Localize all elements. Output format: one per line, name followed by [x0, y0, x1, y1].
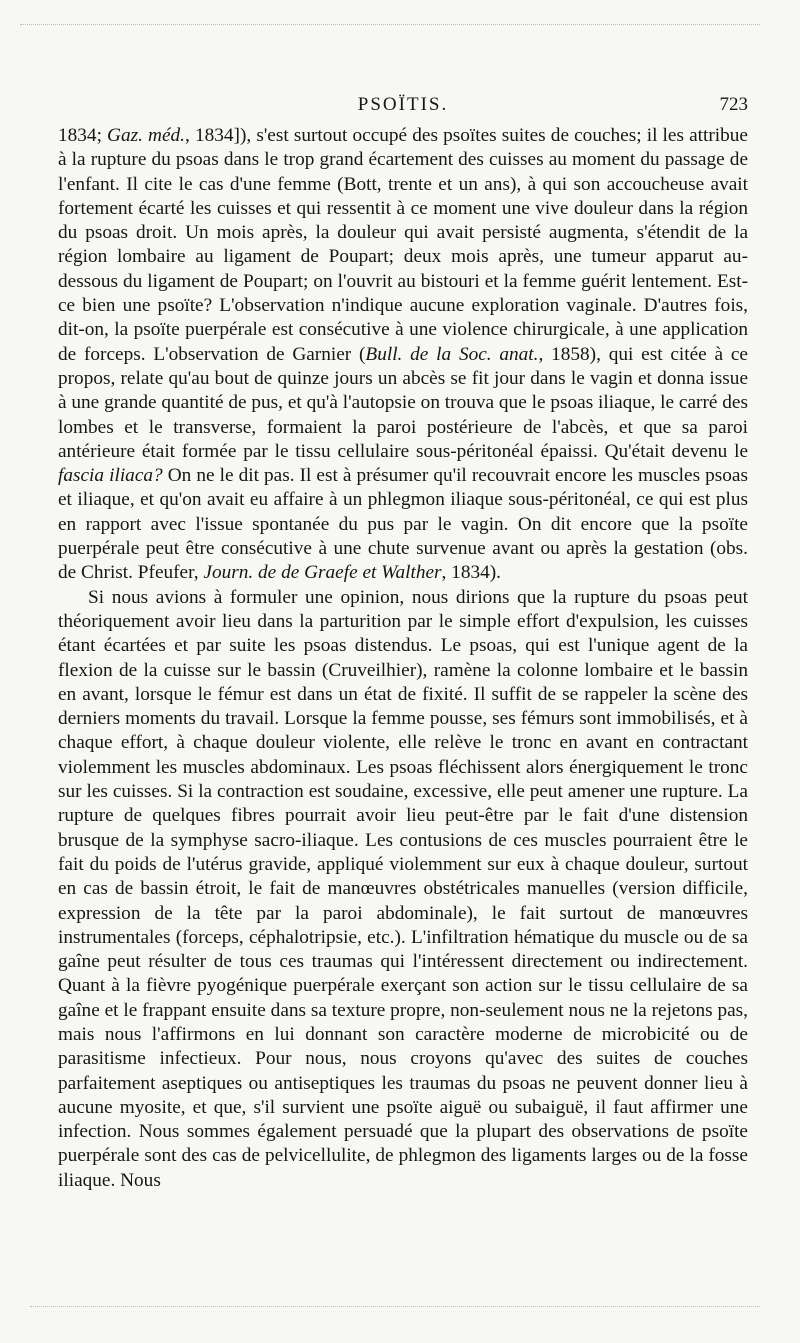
- citation-italic: Gaz. méd.: [107, 125, 186, 146]
- text-run: 1834;: [58, 125, 108, 146]
- paragraph-1: [58, 124, 748, 586]
- page-number: 723: [719, 94, 748, 115]
- text-run: , 1834).: [441, 562, 501, 584]
- text-run: , 1858), qui est citée à ce propos, relate qu'au bout de quinze jours un abcès se fit jour dans le vagin et donna issue à une grande quantité de pus, et qu'à l'autopsie on trouva que le psoas iliaque, le carré des lombes et le transverse, formaient la paroi postérieure de l'abcès, et que sa paroi antérieure était formée par le tissu cellulaire sous-péritonéal épaissi. Qu'était devenu le: [58, 343, 748, 462]
- text-run: On ne le dit pas. Il est à présumer qu'il recouvrait encore les muscles psoas et iliaque, et qu'on avait eu affaire à un phlegmon iliaque sous-péritonéal, ce qui est plus en rapport avec l'issue spontanée du pus par le vagin. On dit encore que la psoïte puerpérale peut être consécutive à une chute survenue avant ou après la gestation (obs. de Christ. Pfeufer,: [58, 465, 748, 584]
- page-header: [58, 94, 748, 124]
- text-run: , 1834]), s'est surtout occupé des psoïtes suites de couches; il les attribue à la rupture du psoas dans le trop grand écartement des cuisses au moment du passage de l'enfant. Il cite le cas d'une femme (Bott, trente et un ans), à qui son accoucheuse avait fortement écarté les cuisses et qui ressentit à ce moment une vive douleur dans la région du psoas droit. Un mois après, la douleur qui avait persisté augmenta, s'étendit de la région lombaire au ligament de Poupart; deux mois après, une tumeur apparut au-dessous du ligament de Poupart; on l'ouvrit au bistouri et la femme guérit lentement. Est-ce bien une psoïte? L'observation n'indique aucune exploration vaginale. D'autres fois, dit-on, la psoïte puerpérale est consécutive à une violence chirurgicale, à une application de forceps. L'observation de Garnier (: [58, 125, 748, 365]
- paragraph-2: Si nous avions à formuler une opinion, nous dirions que la rupture du psoas peut théoriquement avoir lieu dans la parturition par le simple effort d'expulsion, les cuisses étant écartées et par suite les psoas distendus. Le psoas, qui est l'unique agent de la flexion de la cuisse sur le bassin (Cruveilhier), ramène la colonne lombaire et le bassin en avant, lorsque le fémur est dans un état de fixité. Il suffit de se rappeler la scène des derniers moments du travail. Lorsque la femme pousse, ses fémurs sont immobilisés, et à chaque effort, à chaque douleur violente, elle relève le tronc en avant en contractant violemment les muscles abdominaux. Les psoas fléchissent alors énergiquement le tronc sur les cuisses. Si la contraction est soudaine, excessive, elle peut amener une rupture. La rupture de quelques fibres pourrait avoir lieu peut-être par le fait d'une distension brusque de la symphyse sacro-iliaque. Les contusions de ces muscles pourraient être le fait du poids de l'utérus gravide, appliqué violemment sur eux à chaque douleur, surtout en cas de bassin étroit, le fait de manœuvres obstétricales manuelles (version difficile, expression de la tête par la paroi abdominale), le fait surtout de manœuvres instrumentales (forceps, céphalotripsie, etc.). L'infiltration hématique du muscle ou de sa gaîne peut résulter de tous ces traumas qui l'intéressent directement ou indirectement. Quant à la fièvre pyogénique puerpérale exerçant son action sur le tissu cellulaire de sa gaîne et le frappant ensuite dans sa texture propre, non-seulement nous ne la rejetons pas, mais nous l'affirmons en lui donnant son caractère moderne de microbicité ou de parasitisme infectieux. Pour nous, nous croyons qu'avec des suites de couches parfaitement aseptiques ou antiseptiques les traumas du psoas ne peuvent donner lieu à aucune myosite, et que, s'il survient une psoïte aiguë ou subaiguë, il faut affirmer une infection. Nous sommes également persuadé que la plupart des observations de psoïte puerpérale sont des cas de pelvicellulite, de phlegmon des ligaments larges ou de la fosse iliaque. Nous: [58, 586, 748, 1191]
- scan-edge-bottom: [30, 1306, 760, 1308]
- scan-edge-top: [20, 24, 760, 26]
- body-text: [58, 124, 748, 1193]
- term-italic: fascia iliaca?: [58, 465, 163, 487]
- running-title: PSOÏTIS.: [357, 94, 449, 115]
- citation-italic: Journ. de de Graefe et Walther: [203, 562, 442, 584]
- citation-italic: Bull. de la Soc. anat.: [365, 343, 539, 365]
